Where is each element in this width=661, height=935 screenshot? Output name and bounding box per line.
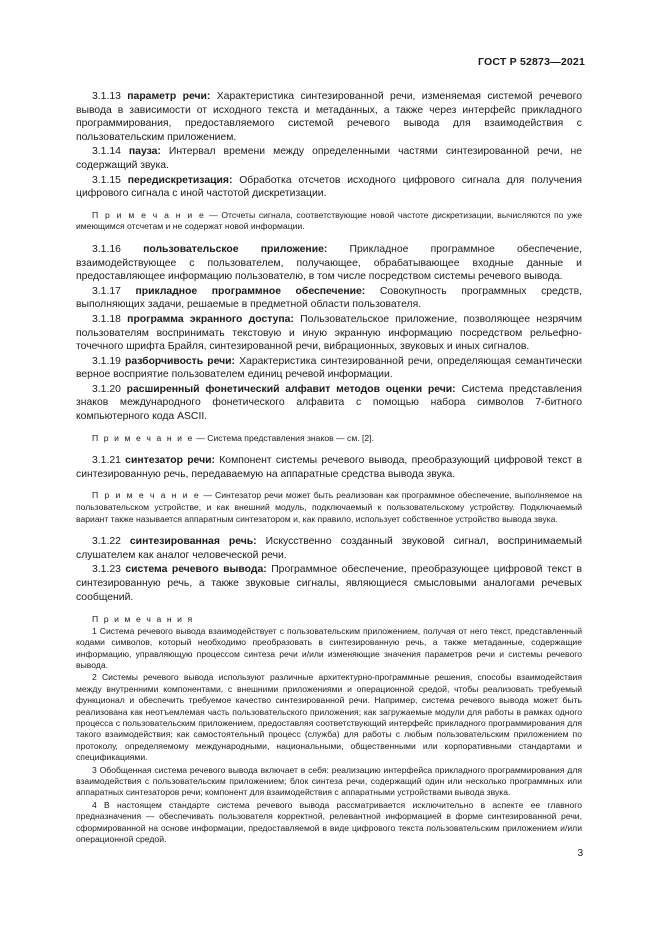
term-definition: Искусственно созданный звуковой сигнал, воспринимаемый слушателем как аналог человеческой речи. (76, 536, 582, 561)
note-item: 4 В настоящем стандарте система речевого вывода рассматривается исключительно в аспекте ее главного предназначения — обеспечивать пользователя корректной, релевантной информацией в форме синтезированной речи, сформированной на основе информации, предоставляемой в виде цифрового текста пользовательским приложением и/или операционной средой. (76, 799, 582, 845)
term-entry: 3.1.23 система речевого вывода: Программное обеспечение, преобразующее цифровой текст в синтезированную речь, а также звуковые сигналы, являющиеся смысловыми аналогами речевых сообщений. (76, 564, 582, 603)
term-name: пользовательское приложение: (143, 243, 328, 255)
term-name: прикладное программное обеспечение: (135, 285, 366, 297)
term-entry: 3.1.16 пользовательское приложение: Прикладное программное обеспечение, взаимодействующее с пользователем, получающее, обрабатывающее входные данные и предоставляющее информацию пользователю, в том числе посредством системы речевого вывода. (76, 243, 583, 283)
note-label: П р и м е ч а н и е (92, 490, 201, 501)
term-entry: 3.1.20 расширенный фонетический алфавит методов оценки речи: Система представления знаков международного фонетического алфавита с помощью набора символов 7-битного компьютерного кода ASCII. (76, 383, 582, 423)
note-label: П р и м е ч а н и е (92, 432, 194, 443)
document-body (76, 90, 582, 847)
term-definition: Пользовательское приложение, позволяющее незрячим пользователям воспринимать текстовую и иную экранную информацию посредством рельефно-точечного шрифта Брайля, синтезированной речи, вибрационных, звуковых и иных сигналов. (76, 313, 583, 353)
term-entry: 3.1.14 пауза: Интервал времени между определенными частями синтезированной речи, не содержащий звука. (76, 146, 582, 171)
term-entry: 3.1.13 параметр речи: Характеристика синтезированной речи, изменяемая системой речевого вывода в зависимости от исходного текста и метаданных, а также через интерфейс прикладного программирования, предоставляемого системой речевого вывода для взаимодействия с пользовательским приложением. (76, 91, 582, 143)
term-name: пауза: (128, 146, 161, 158)
term-name: синтезированная речь: (129, 536, 257, 548)
term-name: передискретизация: (127, 174, 233, 186)
term-name: разборчивость речи: (125, 355, 235, 367)
term-definition: Интервал времени между определенными частями синтезированной речи, не содержащий звука. (76, 146, 582, 171)
note-label: П р и м е ч а н и е (92, 209, 206, 220)
standard-header: ГОСТ Р 52873—2021 (477, 56, 585, 68)
notes-heading: П р и м е ч а н и я (92, 614, 194, 625)
term-definition: Компонент системы речевого вывода, преобразующий цифровой текст в синтезированную речь, передаваемую на аппаратные средства вывода звука. (76, 455, 582, 480)
note-item: 3 Обобщенная система речевого вывода включает в себя: реализацию интерфейса прикладного программирования для взаимодействия с пользовательским приложением; блок синтеза речи, содержащий один или несколько программных или аппаратных синтезаторов речи; компонент для взаимодействия с аппаратными устройствами вывода звука. (76, 764, 582, 798)
note: П р и м е ч а н и е — Отсчеты сигнала, соответствующие новой частоте дискретизации, вычисляются по уже имеющимся отсчетам и не содержат новой информации. (76, 209, 583, 232)
term-name: синтезатор речи: (125, 455, 215, 467)
term-definition: Совокупность программных средств, выполняющих задачи, решаемые в предметной области пользователя. (76, 285, 583, 311)
page-number: 3 (577, 848, 583, 859)
term-entry: 3.1.18 программа экранного доступа: Пользовательское приложение, позволяющее незрячим пользователям воспринимать текстовую и иную экранную информацию посредством рельефно-точечного шрифта Брайля, синтезированной речи, вибрационных, звуковых и иных сигналов. (76, 313, 583, 353)
term-entry: 3.1.21 синтезатор речи: Компонент системы речевого вывода, преобразующий цифровой текст в синтезированную речь, передаваемую на аппаратные средства вывода звука. (76, 455, 582, 480)
final-notes (76, 614, 582, 845)
note-item: 1 Система речевого вывода взаимодействует с пользовательским приложением, получая от него текст, представленный кодами символов, который необходимо преобразовать в синтезированную речь, а также метаданные, содержащие информацию, управляющую процессом синтеза речи и/или изменяющие значения параметров речи и системы речевого вывода. (76, 625, 582, 670)
note: П р и м е ч а н и е — Система представления знаков — см. [2]. (92, 432, 374, 443)
term-entry: 3.1.22 синтезированная речь: Искусственно созданный звуковой сигнал, воспринимаемый слушателем как аналог человеческой речи. (76, 536, 582, 561)
term-entry: 3.1.15 передискретизация: Обработка отсчетов исходного цифрового сигнала для получения цифрового сигнала с иной частотой дискретизации. (76, 174, 583, 200)
term-name: параметр речи: (127, 91, 211, 102)
note-item: 2 Системы речевого вывода используют различные архитектурно-программные решения, способы взаимодействия между внутренними компонентами, с внешними приложениями и операционной средой, чтобы реализовать требуемый функционал и обеспечить требуемое качество синтезированной речи. Например, система речевого вывода может быть реализована как неотъемлемая часть пользовательского приложения; как загружаемые модули для работы в рамках одного процесса с пользовательским приложением, предоставляя соответствующий интерфейс прикладного программирования для такого взаимодействия; как самостоятельный процесс (служба) для работы с любым пользовательским приложением по протоколу, определяемому международными, национальными, общественными или корпоративными стандартами и спецификациями. (76, 672, 582, 763)
term-entry: 3.1.19 разборчивость речи: Характеристика синтезированной речи, определяющая семантически верное восприятие пользователем единиц речевой информации. (76, 355, 582, 381)
term-definition: Система представления знаков международного фонетического алфавита с помощью набора символов 7-битного компьютерного кода ASCII. (76, 383, 582, 423)
term-definition: Программное обеспечение, преобразующее цифровой текст в синтезированную речь, а также звуковые сигналы, являющиеся смысловыми аналогами речевых сообщений. (76, 564, 582, 603)
term-entry: 3.1.17 прикладное программное обеспечение: Совокупность программных средств, выполняющих задачи, решаемые в предметной области пользователя. (76, 285, 583, 311)
term-definition: Характеристика синтезированной речи, изменяемая системой речевого вывода в зависимости от исходного текста и метаданных, а также через интерфейс прикладного программирования, предоставляемого системой речевого вывода для взаимодействия с пользовательским приложением. (76, 91, 582, 143)
term-definition: Обработка отсчетов исходного цифрового сигнала для получения цифрового сигнала с иной частотой дискретизации. (76, 174, 583, 200)
term-name: программа экранного доступа: (127, 313, 294, 325)
term-definition: Характеристика синтезированной речи, определяющая семантически верное восприятие пользователем единиц речевой информации. (76, 355, 582, 381)
term-name: система речевого вывода: (125, 564, 267, 576)
note: П р и м е ч а н и е — Синтезатор речи может быть реализован как программное обеспечение, выполняемое на пользовательском устройстве, и как внешний модуль, подключаемый к пользовательскому устройству. Подключаемый вариант также называется аппаратным синтезатором и, как правило, использует собственное устройство вывода звука. (76, 490, 583, 524)
term-definition: Прикладное программное обеспечение, взаимодействующее с пользователем, получающее, обрабатывающее входные данные и предоставляющее информацию пользователю, в том числе посредством системы речевого вывода. (76, 243, 583, 283)
term-name: расширенный фонетический алфавит методов оценки речи: (126, 383, 456, 395)
